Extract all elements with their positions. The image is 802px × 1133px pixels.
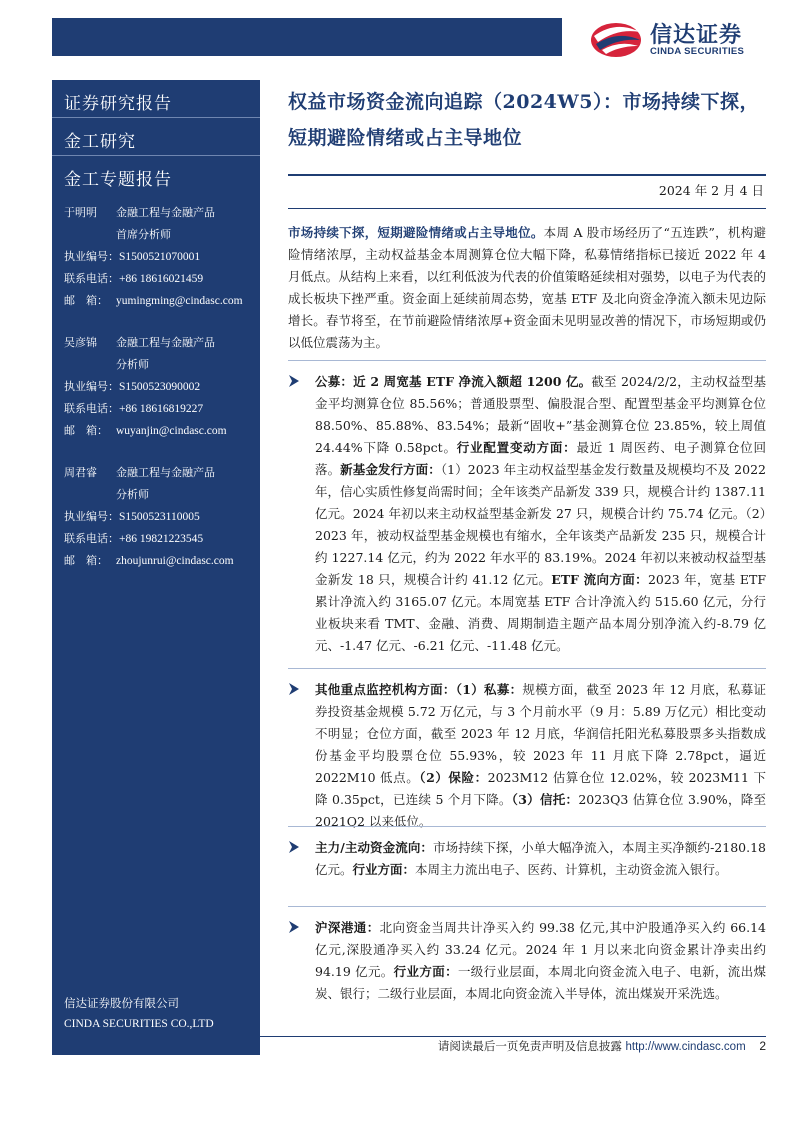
main-flow-text: 市场持续下探，小单大幅净流入，本周主买净额约-2180.18 亿元。 [315,840,766,877]
analyst-phone: +86 18616021459 [119,273,204,285]
arrow-bullet-icon [288,840,300,854]
funds-text: （1）2023 年主动权益型基金发行数量及规模均不及 2022 年，信心实质性修复尚需时间；全年该类产品新发 339 只，规模合计约 1387.11 亿元。2024 年初以来主动权益型基金新发 27 只，规模合计约 75.74 亿元。（2）2023 年，被动权益型基金规模也有缩水，全年该类产品新发 235 只，规模合计约 1227.14 亿元，约为 2022 年水平的 83.19%。2024 年初以来被动权益型基金新发 18 只，规模合计约 41.12 亿元。 [315,462,766,587]
arrow-bullet-icon [288,920,300,934]
arrow-bullet-icon [288,374,300,388]
funds-text: 截至 2024/2/2，主动权益型基金平均测算仓位 85.56%；普通股票型、偏股混合型、配置型基金平均测算仓位 88.50%、85.88%、83.54%；最新“固收+”基金测算仓位 23.85%，较上周值 24.44%下降 0.58pct。 [315,374,766,455]
company-name-en: CINDA SECURITIES CO.,LTD [64,1018,214,1030]
funds-heading: ETF 流向方面： [551,572,648,587]
report-category: 金工研究 [52,118,260,156]
arrow-bullet-icon [288,682,300,696]
bullet-northbound [288,906,766,1005]
northbound-lead: 沪深港通： [315,920,380,935]
funds-lead: 公募：近 2 周宽基 ETF 净流入额超 1200 亿。 [315,374,592,389]
analyst-license: S1500523110005 [119,511,200,523]
main-flow-heading: 行业方面： [352,862,416,877]
page-number: 2 [759,1039,766,1053]
analyst-name: 于明明 [64,206,97,219]
funds-text: 2023 年，宽基 ETF 累计净流入约 3165.07 亿元。本周宽基 ETF 合计净流入约 515.60 亿元，分行业板块来看 TMT、金融、消费、周期制造主题产品本周分别净流入约-8.79 亿元、-1.47 亿元、-6.21 亿元、-11.48 亿元。 [315,572,766,653]
analyst-card [64,202,260,312]
cinda-logo-icon [588,16,644,60]
report-header [288,84,766,156]
main-flow-lead: 主力/主动资金流向： [315,840,434,855]
footer-divider [52,1036,766,1037]
report-title: 权益市场资金流向追踪（2024W5）：市场持续下探，短期避险情绪或占主导地位 [288,91,759,149]
disclaimer-note: 请阅读最后一页免责声明及信息披露 [437,1039,622,1053]
brand-name-cn: 信达证券 [650,23,743,48]
company-name-cn: 信达证券股份有限公司 [64,996,179,1010]
email-label: 邮 箱： [64,554,108,567]
report-date: 2024 年 2 月 4 日 [288,174,766,199]
analyst-license: S1500523090002 [119,381,201,393]
bullet-institutions [288,668,766,833]
analyst-title: 金融工程与金融产品 [116,206,215,219]
institutions-text: 2023M12 估算仓位 12.02%，较 2023M11 下降 0.35pct，已连续 5 个月下降。 [315,770,767,807]
license-label: 执业编号： [64,510,119,523]
website-link[interactable]: http://www.cindasc.com [625,1041,746,1053]
analyst-license: S1500521070001 [119,251,201,263]
analyst-name: 周君睿 [64,466,97,479]
brand-logo [588,16,788,60]
sidebar [52,80,260,1055]
main-flow-text: 本周主力流出电子、医药、计算机，主动资金流入银行。 [415,862,728,877]
analyst-email[interactable]: zhoujunrui@cindasc.com [116,555,234,567]
report-subcategory: 金工专题报告 [64,170,172,190]
license-label: 执业编号： [64,250,119,263]
analyst-phone: +86 18616819227 [119,403,204,415]
analyst-card [64,332,260,442]
phone-label: 联系电话： [64,272,119,285]
institutions-heading: （2）保险： [419,770,488,785]
report-type: 证券研究报告 [52,80,260,118]
header-band [52,18,562,56]
institutions-text: 2023Q3 估算仓位 3.90%，降至 2021Q2 以来低位。 [315,792,767,829]
analyst-name: 吴彦锦 [64,336,97,349]
phone-label: 联系电话： [64,402,119,415]
analyst-title: 金融工程与金融产品 [116,336,215,349]
funds-heading: 行业配置变动方面： [456,440,577,455]
institutions-text: 规模方面，截至 2023 年 12 月底，私募证券投资基金规模 5.72 万亿元，与 3 个月前水平（9 月：5.89 万亿元）相比变动不明显；仓位方面，截至 2023 年 12 月底，华润信托阳光私募股票多头指数成份基金平均股票仓位 55.93%，较 2023 年 11 月底下降 2.78pct，逼近 2022M10 低点。 [315,682,766,785]
page-footer [438,1038,766,1054]
summary-lead: 市场持续下探，短期避险情绪或占主导地位。 [288,225,544,240]
divider [288,208,766,209]
license-label: 执业编号： [64,380,119,393]
analyst-card [64,462,260,572]
funds-text: 最近 1 周医药、电子测算仓位回落。 [315,440,766,477]
funds-heading: 新基金发行方面： [340,462,441,477]
summary-body: 本周 A 股市场经历了“五连跌”，机构避险情绪浓厚，主动权益基金本周测算仓位大幅下降，私募情绪指标已接近 2022 年 4 月低点。从结构上来看，以红利低波为代表的价值策略延续相对强势，以电子为代表的成长板块下挫严重。资金面上延续前周态势，宽基 ETF 及北向资金净流入额未见边际增长。春节将至，在节前避险情绪浓厚+资金面未见明显改善的情况下，市场短期或仍以低位震荡为主。 [288,225,766,350]
summary-paragraph [288,222,766,354]
bullet-main-flow [288,826,766,881]
analyst-title: 金融工程与金融产品 [116,466,215,479]
brand-name-en: CINDA SECURITIES [650,46,745,57]
analyst-rank: 分析师 [116,488,149,501]
analyst-phone: +86 19821223545 [119,533,204,545]
company-info [64,993,214,1035]
institutions-lead: 其他重点监控机构方面：（1）私募： [315,682,523,697]
institutions-heading: （3）信托： [511,792,579,807]
analyst-email[interactable]: yumingming@cindasc.com [116,295,243,307]
email-label: 邮 箱： [64,424,108,437]
analyst-email[interactable]: wuyanjin@cindasc.com [116,425,227,437]
northbound-text: 一级行业层面，本周北向资金流入电子、电新，流出煤炭、银行；二级行业层面，本周北向资金流入半导体，流出煤炭开采洗选。 [315,964,766,1001]
analyst-list [52,194,260,572]
analyst-rank: 分析师 [116,358,149,371]
email-label: 邮 箱： [64,294,108,307]
northbound-heading: 行业方面： [393,964,458,979]
bullet-funds [288,360,766,657]
northbound-text: 北向资金当周共计净买入约 99.38 亿元,其中沪股通净买入约 66.14 亿元,深股通净买入约 33.24 亿元。2024 年 1 月以来北向资金累计净卖出约 94.19 亿元。 [315,920,766,979]
analyst-rank: 首席分析师 [116,228,171,241]
phone-label: 联系电话： [64,532,119,545]
